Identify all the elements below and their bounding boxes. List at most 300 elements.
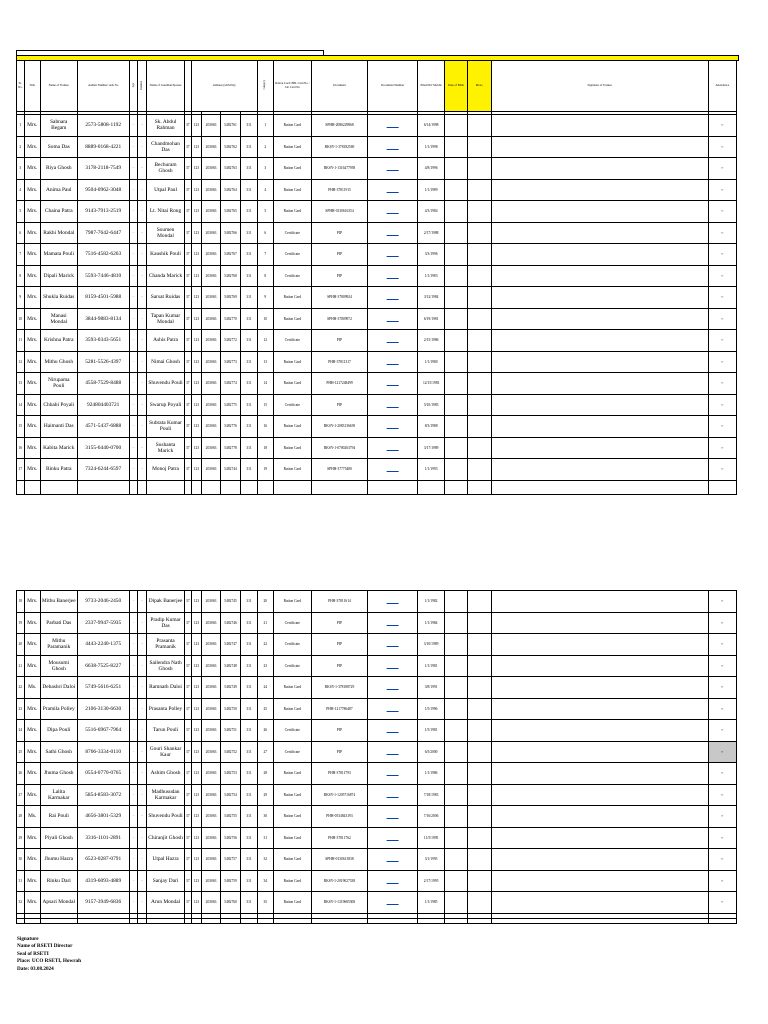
extra-cell	[467, 741, 491, 763]
guardian-name: Sarsat Ruidas	[147, 287, 185, 309]
title-cell: Mrs.	[24, 136, 40, 158]
document-number: PHH-37811614	[311, 591, 367, 613]
place-label: Place: UCO RSETI, Howrah	[17, 958, 81, 965]
hdr-address: Address (with Pin)	[191, 61, 257, 112]
attendance-cell: ••	[708, 373, 736, 395]
age-marker: ··	[129, 763, 138, 785]
document-number: SPHH-0130613838	[311, 849, 367, 871]
document-number: RKSY-1-1319685308	[311, 892, 367, 914]
table-row	[17, 698, 737, 720]
category-code: 311	[241, 655, 257, 677]
signature-cell	[491, 741, 708, 763]
attendance-cell: ••	[708, 827, 736, 849]
aadhaar-number: 6638-7525-8227	[77, 655, 129, 677]
relation-marker: ··	[138, 849, 147, 871]
extra-cell	[467, 287, 491, 309]
date-of-birth: 3/12/1984	[418, 287, 445, 309]
record-code: 5482775	[220, 394, 241, 416]
age-value: 37	[185, 244, 192, 266]
relation-marker: ··	[138, 763, 147, 785]
date-of-birth: 12/15/1983	[418, 373, 445, 395]
hdr-doc: Document	[311, 61, 367, 112]
document-number: RKSY-1-1316477958	[311, 158, 367, 180]
age-marker: ··	[129, 634, 138, 656]
pin-code: 203063	[202, 591, 220, 613]
relation-marker: ··	[138, 179, 147, 201]
relation-marker: ··	[138, 612, 147, 634]
signature-cell	[491, 720, 708, 742]
signature-cell	[491, 698, 708, 720]
age-marker: ··	[129, 244, 138, 266]
pin-code: 203063	[202, 287, 220, 309]
guardian-name: Sushanta Marick	[147, 437, 185, 459]
title-cell: Mrs.	[24, 351, 40, 373]
email-link	[368, 806, 418, 828]
row-number: 10	[17, 308, 25, 330]
date-of-birth: 1/5/1981	[418, 720, 445, 742]
aadhaar-number: 5281-5526-4397	[77, 351, 129, 373]
document-type: Ration Card	[273, 849, 311, 871]
age-value: 37	[185, 394, 192, 416]
document-type: Ration Card	[273, 287, 311, 309]
signature-cell	[491, 591, 708, 613]
title-cell: Mrs.	[24, 308, 40, 330]
aadhaar-number: 9504-0962-3048	[77, 179, 129, 201]
table-row	[17, 591, 737, 613]
record-code: 5482754	[220, 784, 241, 806]
relation-marker: ··	[138, 806, 147, 828]
serial-number: 35	[257, 892, 273, 914]
document-number: PHH-37811762	[311, 827, 367, 849]
pin-code: 203063	[202, 179, 220, 201]
document-type: Certificate	[273, 720, 311, 742]
table-row	[17, 763, 737, 785]
age-value: 37	[185, 437, 192, 459]
document-type: Certificate	[273, 612, 311, 634]
aadhaar-number: 5593-7446-4810	[77, 265, 129, 287]
relation-marker: ··	[138, 158, 147, 180]
document-type: Certificate	[273, 330, 311, 352]
hdr-relation: Relation	[138, 61, 147, 112]
record-code: 5482769	[220, 287, 241, 309]
pin-code: 203063	[202, 158, 220, 180]
photo-cell	[445, 136, 468, 158]
email-link	[368, 827, 418, 849]
category-code: 311	[241, 115, 257, 137]
category-code: 311	[241, 136, 257, 158]
aadhaar-number: 3178-2118-7549	[77, 158, 129, 180]
serial-number: 26	[257, 720, 273, 742]
age-value: 37	[185, 158, 192, 180]
row-number: 11	[17, 330, 25, 352]
pin-code: 203063	[202, 373, 220, 395]
pin-code: 203063	[202, 394, 220, 416]
trainee-name: Chaina Patra	[40, 201, 77, 223]
guardian-name: Ashis Patra	[147, 330, 185, 352]
age-marker: ··	[129, 892, 138, 914]
email-link	[368, 115, 418, 137]
relation-marker: ··	[138, 394, 147, 416]
aadhaar-number: 3844-9883-8134	[77, 308, 129, 330]
row-number: 29	[17, 827, 25, 849]
table-row	[17, 416, 737, 438]
trainee-name: Soma Das	[40, 136, 77, 158]
age-value: 37	[185, 115, 192, 137]
guardian-name: Chiranjit Ghosh	[147, 827, 185, 849]
record-code: 5482772	[220, 330, 241, 352]
photo-cell	[445, 784, 468, 806]
category-code: 311	[241, 244, 257, 266]
record-code: 5482748	[220, 655, 241, 677]
age-value: 37	[185, 870, 192, 892]
email-link	[368, 591, 418, 613]
serial-number: 16	[257, 416, 273, 438]
document-number: RKSY-1-0700263794	[311, 437, 367, 459]
email-link	[368, 244, 418, 266]
age-value: 37	[185, 720, 192, 742]
table-row	[17, 806, 737, 828]
serial-number: 9	[257, 287, 273, 309]
aadhaar-number: 0554-0770-0765	[77, 763, 129, 785]
signature-cell	[491, 416, 708, 438]
district-code: 123	[191, 222, 202, 244]
guardian-name: Prasanta Pramanik	[147, 634, 185, 656]
table-row	[17, 373, 737, 395]
date-of-birth: 7/16/2006	[418, 806, 445, 828]
aadhaar-number: 4443-2240-1375	[77, 634, 129, 656]
document-type: Ration Card	[273, 763, 311, 785]
title-cell: Mrs.	[24, 763, 40, 785]
serial-number: 21	[257, 612, 273, 634]
extra-cell	[467, 806, 491, 828]
document-type: Ration Card	[273, 437, 311, 459]
signature-cell	[491, 115, 708, 137]
aadhaar-number: 9733-2046-2450	[77, 591, 129, 613]
aadhaar-number: 3155-6440-0700	[77, 437, 129, 459]
record-code: 5482760	[220, 892, 241, 914]
relation-marker: ··	[138, 265, 147, 287]
document-number: PIP	[311, 612, 367, 634]
email-link	[368, 870, 418, 892]
trainee-name: Mousumi Ghosh	[40, 655, 77, 677]
relation-marker: ··	[138, 634, 147, 656]
attendance-cell: ••	[708, 330, 736, 352]
aadhaar-number: 9143-7913-2519	[77, 201, 129, 223]
email-link	[368, 459, 418, 481]
district-code: 123	[191, 394, 202, 416]
category-code: 311	[241, 330, 257, 352]
signature-cell	[491, 179, 708, 201]
document-number: PHH-37811915	[311, 179, 367, 201]
serial-number: 2	[257, 136, 273, 158]
trainee-name: Sabnara Begam	[40, 115, 77, 137]
relation-marker: ··	[138, 287, 147, 309]
signature-cell	[491, 827, 708, 849]
document-type: Certificate	[273, 634, 311, 656]
hdr-email: Email ID/ Mobile	[418, 61, 445, 112]
date-of-birth: 6/5/2000	[418, 741, 445, 763]
document-type: Ration Card	[273, 806, 311, 828]
category-code: 311	[241, 201, 257, 223]
title-cell: Mrs.	[24, 222, 40, 244]
hdr-guardian: Name of Guardian/Spouse	[147, 61, 185, 112]
title-cell: Mrs.	[24, 287, 40, 309]
document-number: SPHH-2086229868	[311, 115, 367, 137]
district-code: 123	[191, 115, 202, 137]
serial-number: 4	[257, 179, 273, 201]
extra-cell	[467, 655, 491, 677]
age-value: 37	[185, 201, 192, 223]
age-marker: ··	[129, 351, 138, 373]
extra-cell	[467, 849, 491, 871]
extra-cell	[467, 179, 491, 201]
extra-cell	[467, 827, 491, 849]
email-link	[368, 437, 418, 459]
table-row	[17, 351, 737, 373]
category-code: 311	[241, 763, 257, 785]
guardian-name: Soumen Mondal	[147, 222, 185, 244]
title-cell: Mrs.	[24, 373, 40, 395]
email-link	[368, 158, 418, 180]
pin-code: 203063	[202, 892, 220, 914]
record-code: 5482757	[220, 849, 241, 871]
serial-number: 28	[257, 763, 273, 785]
category-code: 311	[241, 459, 257, 481]
trainee-name: Mithu Ghosh	[40, 351, 77, 373]
trainee-name: Manasi Mondal	[40, 308, 77, 330]
district-code: 123	[191, 634, 202, 656]
email-link	[368, 677, 418, 699]
document-number: PIP	[311, 394, 367, 416]
aadhaar-number: 9157-3949-6836	[77, 892, 129, 914]
row-number: 2	[17, 136, 25, 158]
table-row	[17, 287, 737, 309]
photo-cell	[445, 591, 468, 613]
signature-cell	[491, 136, 708, 158]
attendance-cell: ••	[708, 655, 736, 677]
hdr-attendance: Attendance	[708, 61, 736, 112]
age-marker: ··	[129, 437, 138, 459]
relation-marker: ··	[138, 720, 147, 742]
document-type: Ration Card	[273, 416, 311, 438]
hdr-photo: Photo	[467, 61, 491, 112]
age-value: 37	[185, 330, 192, 352]
document-type: Certificate	[273, 265, 311, 287]
trainee-name: Dipali Marick	[40, 265, 77, 287]
extra-cell	[467, 677, 491, 699]
photo-cell	[445, 115, 468, 137]
document-number: PIP	[311, 634, 367, 656]
date-of-birth: 2/17/1988	[418, 222, 445, 244]
age-marker: ··	[129, 720, 138, 742]
attendance-cell: ••	[708, 201, 736, 223]
relation-marker: ··	[138, 373, 147, 395]
aadhaar-number: 4558-7529-8488	[77, 373, 129, 395]
trainee-name: Rakhi Mondal	[40, 222, 77, 244]
trainee-name: Kabita Marick	[40, 437, 77, 459]
serial-number: 6	[257, 222, 273, 244]
district-code: 123	[191, 698, 202, 720]
date-of-birth: 6/14/1998	[418, 115, 445, 137]
title-cell: Mrs.	[24, 394, 40, 416]
email-link	[368, 394, 418, 416]
guardian-name: Bechuram Ghosh	[147, 158, 185, 180]
row-number: 16	[17, 437, 25, 459]
trainee-table-page-1	[16, 60, 737, 495]
table-row	[17, 201, 737, 223]
extra-cell	[467, 892, 491, 914]
document-number: PIP	[311, 741, 367, 763]
guardian-name: Sanjay Dari	[147, 870, 185, 892]
document-type: Ration Card	[273, 136, 311, 158]
document-number: PIP	[311, 330, 367, 352]
aadhaar-number: 7516-4582-6263	[77, 244, 129, 266]
extra-cell	[467, 265, 491, 287]
signature-cell	[491, 373, 708, 395]
district-code: 123	[191, 806, 202, 828]
guardian-name: Gouri Shankar Kaur	[147, 741, 185, 763]
photo-cell	[445, 849, 468, 871]
document-number: RKSY-1-378182569	[311, 136, 367, 158]
age-marker: ··	[129, 416, 138, 438]
date-of-birth: 1/1/1989	[418, 179, 445, 201]
hdr-age: Age	[129, 61, 138, 112]
age-value: 37	[185, 308, 192, 330]
attendance-cell: ••	[708, 308, 736, 330]
relation-marker: ··	[138, 892, 147, 914]
signature-cell	[491, 351, 708, 373]
relation-marker: ··	[138, 870, 147, 892]
title-cell: Mrs.	[24, 784, 40, 806]
serial-number: 5	[257, 201, 273, 223]
title-cell: Mrs.	[24, 849, 40, 871]
email-link	[368, 612, 418, 634]
document-type: Ration Card	[273, 827, 311, 849]
row-number: 25	[17, 741, 25, 763]
signature-cell	[491, 201, 708, 223]
document-type: Ration Card	[273, 201, 311, 223]
relation-marker: ··	[138, 351, 147, 373]
document-number: SPHH-0130616354	[311, 201, 367, 223]
table-row	[17, 655, 737, 677]
category-code: 311	[241, 158, 257, 180]
district-code: 123	[191, 179, 202, 201]
category-code: 311	[241, 394, 257, 416]
photo-cell	[445, 351, 468, 373]
age-marker: ··	[129, 655, 138, 677]
date-of-birth: 5/10/1983	[418, 394, 445, 416]
category-code: 311	[241, 265, 257, 287]
photo-cell	[445, 330, 468, 352]
category-code: 311	[241, 806, 257, 828]
relation-marker: ··	[138, 222, 147, 244]
document-type: Ration Card	[273, 179, 311, 201]
photo-cell	[445, 655, 468, 677]
email-link	[368, 416, 418, 438]
photo-cell	[445, 158, 468, 180]
table-row	[17, 115, 737, 137]
extra-cell	[467, 308, 491, 330]
signature-cell	[491, 437, 708, 459]
guardian-name: Subrata Kumar Pouli	[147, 416, 185, 438]
email-link	[368, 351, 418, 373]
row-number: 19	[17, 612, 25, 634]
guardian-name: Sailendra Nath Ghosh	[147, 655, 185, 677]
signature-cell	[491, 308, 708, 330]
guardian-name: Prasanta Polley	[147, 698, 185, 720]
trainee-name: Nirupama Pouli	[40, 373, 77, 395]
aadhaar-number: 5749-5616-6251	[77, 677, 129, 699]
signature-cell	[491, 612, 708, 634]
row-number: 17	[17, 459, 25, 481]
date-of-birth: 1/1/1985	[418, 892, 445, 914]
aadhaar-number: 7987-7642-6447	[77, 222, 129, 244]
guardian-name: Shuvendu Pouli	[147, 373, 185, 395]
guardian-name: Tapan Kumar Mondal	[147, 308, 185, 330]
photo-cell	[445, 870, 468, 892]
title-cell: Ms.	[24, 806, 40, 828]
trainee-name: Dipa Pouli	[40, 720, 77, 742]
table-row	[17, 784, 737, 806]
serial-number: 20	[257, 591, 273, 613]
district-code: 123	[191, 763, 202, 785]
serial-number: 32	[257, 849, 273, 871]
pin-code: 203063	[202, 244, 220, 266]
pin-code: 203063	[202, 136, 220, 158]
category-code: 311	[241, 612, 257, 634]
record-code: 5482765	[220, 201, 241, 223]
trainee-name: Anima Paul	[40, 179, 77, 201]
director-label: Name of RSETI Director	[17, 943, 73, 950]
district-code: 123	[191, 892, 202, 914]
record-code: 5482768	[220, 265, 241, 287]
photo-cell	[445, 827, 468, 849]
document-number: PIP	[311, 720, 367, 742]
serial-number: 22	[257, 634, 273, 656]
serial-number: 7	[257, 244, 273, 266]
extra-cell	[467, 373, 491, 395]
category-code: 311	[241, 416, 257, 438]
age-value: 37	[185, 416, 192, 438]
extra-cell	[467, 222, 491, 244]
age-marker: ··	[129, 459, 138, 481]
category-code: 311	[241, 222, 257, 244]
guardian-name: Shuvendu Pouli	[147, 806, 185, 828]
date-of-birth: 3/17/1989	[418, 437, 445, 459]
document-number: PIP	[311, 265, 367, 287]
attendance-cell: ••	[708, 222, 736, 244]
document-type: Ration Card	[273, 373, 311, 395]
category-code: 311	[241, 591, 257, 613]
pin-code: 203063	[202, 720, 220, 742]
relation-marker: ··	[138, 330, 147, 352]
extra-cell	[467, 720, 491, 742]
title-cell: Mrs.	[24, 892, 40, 914]
attendance-cell: ••	[708, 870, 736, 892]
date-of-birth: 1/1/1982	[418, 591, 445, 613]
extra-cell	[467, 698, 491, 720]
attendance-cell: ••	[708, 591, 736, 613]
age-marker: ··	[129, 158, 138, 180]
record-code: 5482764	[220, 179, 241, 201]
trainee-name: Riya Ghosh	[40, 158, 77, 180]
email-link	[368, 330, 418, 352]
email-link	[368, 201, 418, 223]
age-marker: ··	[129, 394, 138, 416]
row-number: 23	[17, 698, 25, 720]
trainee-name: Mamata Pouli	[40, 244, 77, 266]
age-value: 37	[185, 806, 192, 828]
